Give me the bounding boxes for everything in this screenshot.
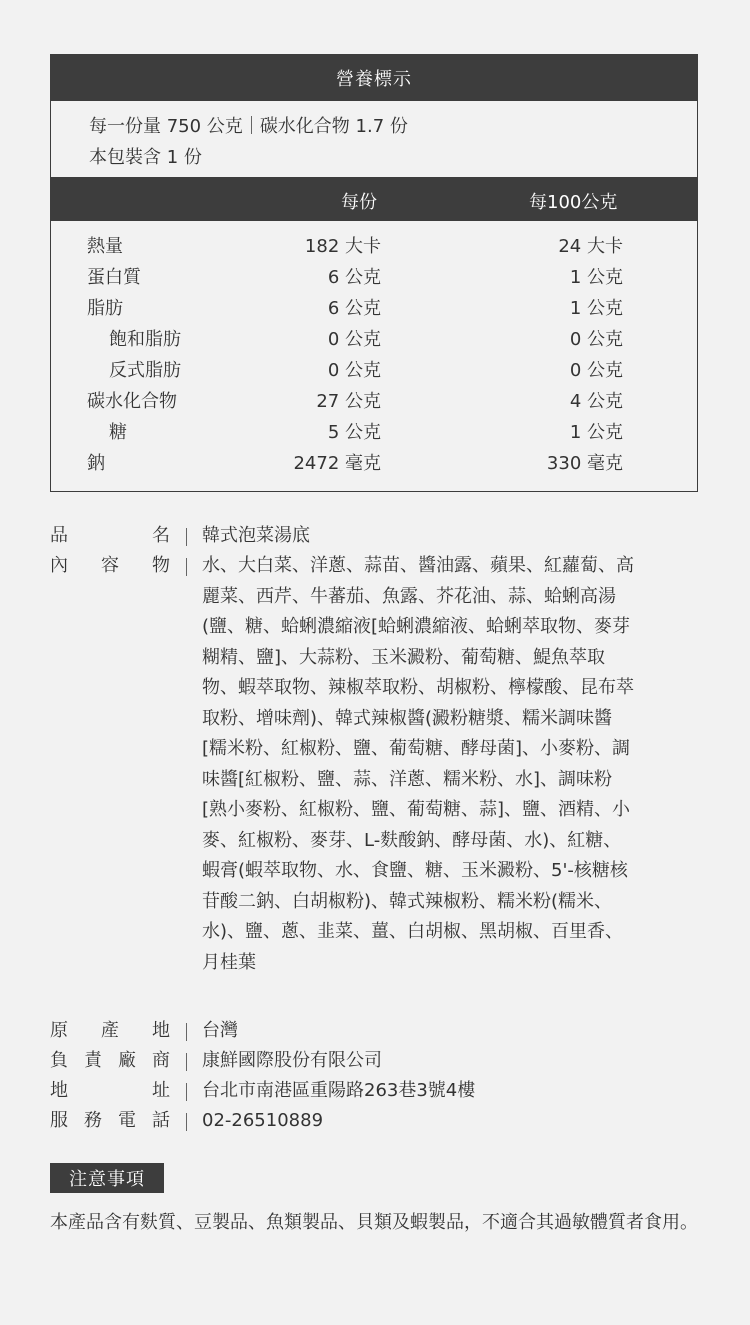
per-serving-value: 0 公克: [327, 329, 381, 350]
per-serving-value: 6 公克: [327, 267, 381, 288]
per-serving-value: 2472 毫克: [293, 453, 381, 474]
product-name: 韓式泡菜湯底: [202, 525, 310, 546]
nutrition-column-header: [51, 177, 697, 221]
per-100g-value: 0 公克: [569, 329, 623, 350]
key-char: 廠: [118, 1050, 136, 1071]
ingredients-row: [50, 551, 710, 978]
phone-key: [50, 1106, 170, 1136]
nutrition-row-energy: [51, 231, 697, 262]
per-100g-value: 1 公克: [569, 267, 623, 288]
divider: [251, 116, 252, 134]
per-100g-value: 330 毫克: [546, 453, 623, 474]
col-per-100g: 每100公克: [529, 192, 618, 213]
per-serving-value: 27 公克: [316, 391, 381, 412]
product-name-row: [50, 521, 710, 551]
per-100g-value: 1 公克: [569, 422, 623, 443]
per-serving-value: 5 公克: [327, 422, 381, 443]
divider: [186, 1083, 187, 1101]
per-serving-value: 6 公克: [327, 298, 381, 319]
key-char: 負: [50, 1050, 68, 1071]
nutrient-label: 糖: [109, 422, 127, 443]
nutrition-row-carbohydrate: [51, 386, 697, 417]
col-per-serving: 每份: [341, 192, 377, 213]
key-char: 地: [152, 1020, 170, 1041]
product-name-key: [50, 521, 170, 551]
key-char: 品: [50, 525, 68, 546]
key-char: 話: [152, 1110, 170, 1131]
company-info: [50, 1016, 710, 1136]
nutrient-label: 反式脂肪: [109, 360, 181, 381]
maker-key: [50, 1046, 170, 1076]
key-char: 電: [118, 1110, 136, 1131]
ingredients-text: 水、大白菜、洋蔥、蒜苗、醬油露、蘋果、紅蘿蔔、高 麗菜、西芹、牛蕃茄、魚露、芥花油、蒜、蛤蜊高湯 (鹽、糖、蛤蜊濃縮液[蛤蜊濃縮液、蛤蜊萃取物、麥芽 糊精、鹽]、大蒜粉、玉米澱粉、葡萄糖、鯷魚萃取 物、蝦萃取物、辣椒萃取粉、胡椒粉、檸檬酸、昆布萃 取粉、增味劑)、韓式辣椒醬(澱粉糖漿、糯米調味醬 [糯米粉、紅椒粉、鹽、葡萄糖、酵母菌]、小麥粉、調 味醬[紅椒粉、鹽、蒜、洋蔥、糯米粉、水]、調味粉 [熟小麥粉、紅椒粉、鹽、葡萄糖、蒜]、鹽、酒精、小 麥、紅椒粉、麥芽、L-麩酸鈉、酵母菌、水)、紅糖、 蝦膏(蝦萃取物、水、食鹽、糖、玉米澱粉、5'-核糖核 苷酸二鈉、白胡椒粉)、韓式辣椒粉、糯米粉(糯米、 水)、鹽、蔥、韭菜、薑、白胡椒、黑胡椒、百里香、 月桂葉: [202, 555, 634, 973]
notice-label: 注意事項: [50, 1163, 164, 1193]
package-count: 本包裝含 1 份: [89, 147, 202, 168]
maker-value: 康鮮國際股份有限公司: [202, 1050, 382, 1071]
nutrition-row-fat: [51, 293, 697, 324]
serving-size: 每一份量 750 公克: [89, 116, 243, 137]
per-100g-value: 0 公克: [569, 360, 623, 381]
product-info: [50, 521, 710, 978]
divider: [186, 1053, 187, 1071]
key-char: 產: [101, 1020, 119, 1041]
nutrition-row-trans-fat: [51, 355, 697, 386]
key-char: 內: [50, 555, 68, 576]
key-char: 址: [152, 1080, 170, 1101]
divider: [186, 1113, 187, 1131]
origin-key: [50, 1016, 170, 1046]
serving-info: [51, 101, 697, 173]
origin-value: 台灣: [202, 1020, 238, 1041]
divider: [186, 558, 187, 576]
nutrient-label: 熱量: [87, 236, 123, 257]
nutrition-panel: [50, 54, 698, 492]
nutrition-row-saturated-fat: [51, 324, 697, 355]
address-value: 台北市南港區重陽路263巷3號4樓: [202, 1080, 476, 1101]
notice-text: 本產品含有麩質、豆製品、魚類製品、貝類及蝦製品，不適合其過敏體質者食用。: [50, 1212, 698, 1233]
nutrient-label: 脂肪: [87, 298, 123, 319]
nutrient-label: 飽和脂肪: [109, 329, 181, 350]
phone-value: 02-26510889: [202, 1110, 324, 1131]
divider: [186, 1023, 187, 1041]
carb-servings: 碳水化合物 1.7 份: [259, 116, 408, 137]
nutrient-label: 碳水化合物: [87, 391, 177, 412]
nutrient-label: 蛋白質: [87, 267, 141, 288]
key-char: 商: [152, 1050, 170, 1071]
per-100g-value: 24 大卡: [558, 236, 623, 257]
per-100g-value: 1 公克: [569, 298, 623, 319]
key-char: 地: [50, 1080, 68, 1101]
key-char: 責: [84, 1050, 102, 1071]
nutrition-title: 營養標示: [51, 55, 697, 101]
nutrition-row-sugar: [51, 417, 697, 448]
nutrition-row-protein: [51, 262, 697, 293]
nutrition-rows: [51, 231, 697, 479]
address-row: [50, 1076, 710, 1106]
key-char: 服: [50, 1110, 68, 1131]
per-serving-value: 0 公克: [327, 360, 381, 381]
per-serving-value: 182 大卡: [304, 236, 381, 257]
per-100g-value: 4 公克: [569, 391, 623, 412]
key-char: 物: [152, 555, 170, 576]
phone-row: [50, 1106, 710, 1136]
maker-row: [50, 1046, 710, 1076]
nutrition-row-sodium: [51, 448, 697, 479]
nutrient-label: 鈉: [87, 453, 105, 474]
ingredients-key: [50, 551, 170, 581]
key-char: 務: [84, 1110, 102, 1131]
origin-row: [50, 1016, 710, 1046]
key-char: 名: [152, 525, 170, 546]
key-char: 容: [101, 555, 119, 576]
divider: [186, 528, 187, 546]
address-key: [50, 1076, 170, 1106]
key-char: 原: [50, 1020, 68, 1041]
